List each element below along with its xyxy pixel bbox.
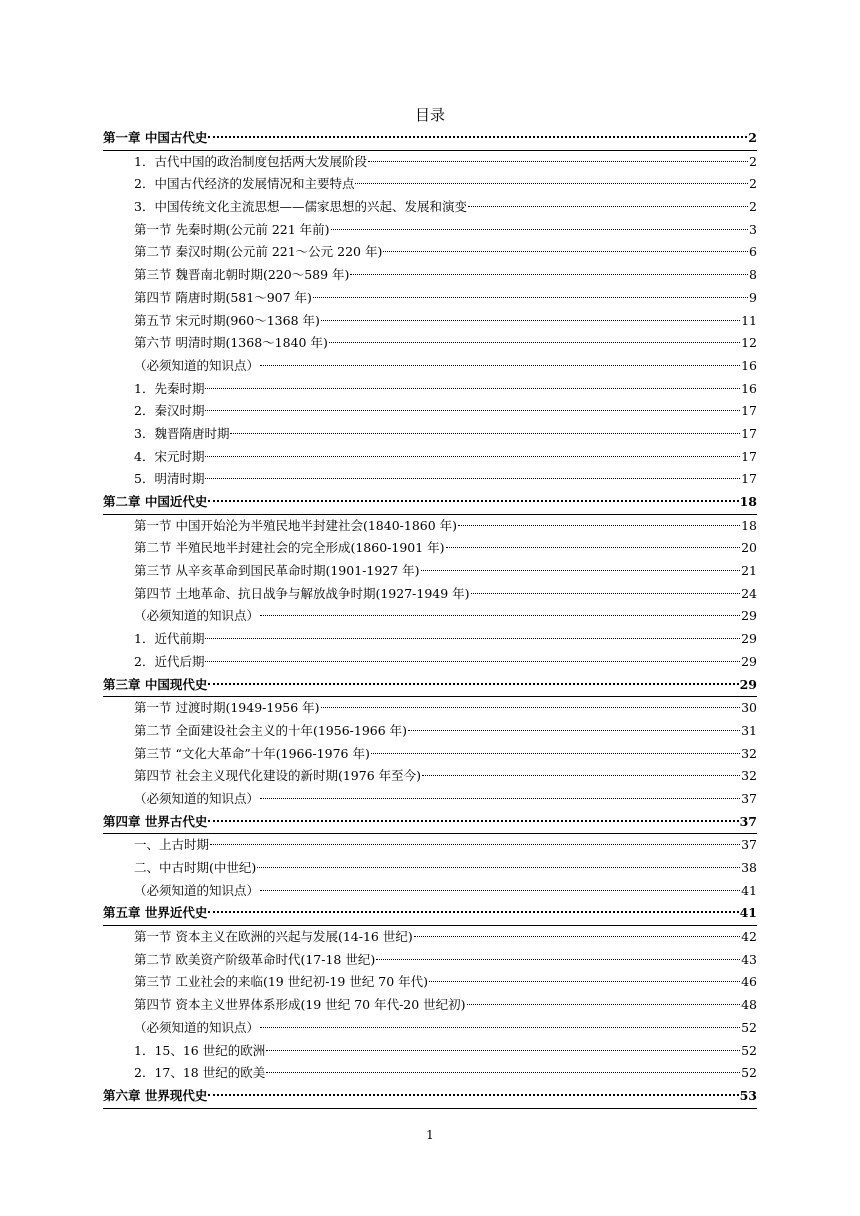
toc-section-entry[interactable] — [103, 151, 757, 174]
dot-leader — [208, 500, 738, 502]
dot-leader — [458, 525, 740, 526]
dot-leader — [205, 638, 740, 639]
toc-section-entry[interactable] — [103, 310, 757, 333]
toc-entry-page: 8 — [749, 267, 757, 283]
toc-entry-label: （必须知道的知识点） — [134, 357, 260, 373]
toc-entry-page: 37 — [741, 837, 757, 853]
toc-section-entry[interactable] — [103, 287, 757, 310]
dot-leader — [266, 1050, 740, 1051]
toc-entry-label: （必须知道的知识点） — [134, 790, 260, 806]
toc-entry-label: 第二节 秦汉时期(公元前 221～公元 220 年) — [134, 244, 383, 260]
toc-entry-label: 第一节 资本主义在欧洲的兴起与发展(14-16 世纪) — [134, 929, 413, 945]
toc-entry-page: 52 — [741, 1042, 757, 1058]
dot-leader — [205, 456, 740, 457]
toc-entry-page: 17 — [741, 448, 757, 464]
toc-entry-page: 6 — [749, 244, 757, 260]
toc-entry-page: 11 — [741, 312, 757, 328]
toc-title: 目录 — [414, 106, 445, 124]
dot-leader — [205, 478, 740, 479]
toc-section-entry[interactable] — [103, 880, 757, 903]
toc-section-entry[interactable] — [103, 926, 757, 949]
toc-entry-page: 9 — [749, 289, 757, 305]
toc-section-entry[interactable] — [103, 697, 757, 720]
dot-leader — [368, 161, 748, 162]
toc-section-entry[interactable] — [103, 446, 757, 469]
toc-entry-page: 17 — [741, 471, 757, 487]
toc-entry-page: 32 — [741, 768, 757, 784]
toc-entry-label: 第一节 过渡时期(1949-1956 年) — [134, 700, 320, 716]
toc-entry-page: 29 — [741, 608, 757, 624]
toc-section-entry[interactable] — [103, 651, 757, 674]
toc-entry-page: 29 — [739, 676, 757, 692]
toc-entry-label: 1．15、16 世纪的欧洲 — [134, 1042, 266, 1058]
toc-section-entry[interactable] — [103, 628, 757, 651]
toc-section-entry[interactable] — [103, 468, 757, 491]
toc-entry-label: 第五节 宋元时期(960～1368 年) — [134, 312, 320, 328]
toc-entry-page: 37 — [739, 813, 757, 829]
toc-section-entry[interactable] — [103, 857, 757, 880]
dot-leader — [376, 959, 740, 960]
toc-entry-label: 第四节 土地革命、抗日战争与解放战争时期(1927-1949 年) — [134, 585, 470, 601]
dot-leader — [205, 388, 740, 389]
toc-entry-label: 第四节 资本主义世界体系形成(19 世纪 70 年代-20 世纪初) — [134, 997, 466, 1013]
dot-leader — [414, 936, 740, 937]
dot-leader — [350, 274, 748, 275]
toc-entry-label: 1．近代前期 — [134, 631, 205, 647]
dot-leader — [266, 1072, 740, 1073]
table-of-contents — [103, 127, 757, 1109]
toc-section-entry[interactable] — [103, 1062, 757, 1085]
toc-entry-page: 30 — [741, 700, 757, 716]
dot-leader — [371, 753, 740, 754]
toc-entry-label: 1．古代中国的政治制度包括两大发展阶段 — [134, 153, 367, 169]
toc-section-entry[interactable] — [103, 400, 757, 423]
toc-entry-label: 第一章 中国古代史 — [103, 130, 208, 145]
toc-entry-page: 29 — [741, 653, 757, 669]
dot-leader — [313, 297, 748, 298]
dot-leader — [230, 433, 740, 434]
toc-section-entry[interactable] — [103, 196, 757, 219]
toc-entry-label: 第二节 半殖民地半封建社会的完全形成(1860-1901 年) — [134, 540, 445, 556]
toc-chapter-entry[interactable] — [103, 491, 757, 515]
toc-section-entry[interactable] — [103, 219, 757, 242]
toc-section-entry[interactable] — [103, 537, 757, 560]
toc-entry-label: 二、中古时期(中世纪) — [134, 860, 257, 875]
dot-leader — [208, 136, 747, 138]
toc-entry-page: 18 — [741, 517, 757, 533]
dot-leader — [467, 1004, 741, 1005]
toc-entry-page: 48 — [741, 997, 757, 1013]
toc-entry-label: 第一节 中国开始沦为半殖民地半封建社会(1840-1860 年) — [134, 517, 458, 533]
toc-entry-page: 12 — [741, 335, 757, 351]
toc-entry-label: 第四节 社会主义现代化建设的新时期(1976 年至今) — [134, 768, 422, 784]
toc-section-entry[interactable] — [103, 834, 757, 857]
dot-leader — [383, 251, 748, 252]
toc-entry-label: 2．中国古代经济的发展情况和主要特点 — [134, 176, 355, 192]
dot-leader — [471, 593, 741, 594]
toc-entry-label: 第六节 明清时期(1368～1840 年) — [134, 335, 328, 351]
toc-entry-label: 第三章 中国现代史 — [103, 676, 208, 692]
toc-entry-label: 4．宋元时期 — [134, 448, 205, 464]
toc-entry-label: 第四节 隋唐时期(581～907 年) — [134, 289, 312, 305]
toc-section-entry[interactable] — [103, 743, 757, 766]
dot-leader — [208, 1094, 738, 1096]
toc-entry-page: 53 — [739, 1087, 757, 1103]
toc-entry-label: 2．秦汉时期 — [134, 403, 205, 419]
toc-entry-label: 第二节 全面建设社会主义的十年(1956-1966 年) — [134, 722, 408, 738]
toc-entry-label: （必须知道的知识点） — [134, 608, 260, 624]
toc-section-entry[interactable] — [103, 264, 757, 287]
dot-leader — [208, 911, 738, 913]
toc-entry-page: 29 — [741, 631, 757, 647]
toc-entry-page: 52 — [741, 1065, 757, 1081]
toc-section-entry[interactable] — [103, 788, 757, 811]
toc-section-entry[interactable] — [103, 332, 757, 355]
toc-entry-label: 3．魏晋隋唐时期 — [134, 425, 230, 441]
dot-leader — [408, 730, 740, 731]
toc-chapter-entry[interactable] — [103, 1085, 757, 1109]
toc-section-entry[interactable] — [103, 583, 757, 606]
toc-entry-label: 5．明清时期 — [134, 471, 205, 487]
dot-leader — [429, 981, 740, 982]
dot-leader — [321, 707, 741, 708]
toc-entry-label: 第三节 工业社会的来临(19 世纪初-19 世纪 70 年代) — [134, 974, 429, 990]
toc-chapter-entry[interactable] — [103, 127, 757, 151]
toc-section-entry[interactable] — [103, 605, 757, 628]
toc-entry-label: 第一节 先秦时期(公元前 221 年前) — [134, 221, 330, 237]
dot-leader — [422, 775, 740, 776]
toc-entry-page: 2 — [748, 130, 757, 145]
toc-section-entry[interactable] — [103, 560, 757, 583]
toc-entry-page: 32 — [741, 745, 757, 761]
toc-section-entry[interactable] — [103, 173, 757, 196]
toc-entry-page: 20 — [741, 540, 757, 556]
dot-leader — [210, 844, 740, 845]
toc-entry-label: 第三节 从辛亥革命到国民革命时期(1901-1927 年) — [134, 563, 420, 579]
toc-section-entry[interactable] — [103, 378, 757, 401]
toc-entry-page: 3 — [749, 221, 757, 237]
toc-chapter-entry[interactable] — [103, 674, 757, 698]
toc-entry-page: 2 — [749, 199, 757, 215]
page-number: 1 — [426, 1128, 434, 1142]
dot-leader — [260, 1027, 740, 1028]
toc-entry-page: 2 — [749, 153, 757, 169]
toc-entry-label: 2．近代后期 — [134, 653, 205, 669]
toc-section-entry[interactable] — [103, 949, 757, 972]
dot-leader — [446, 547, 741, 548]
toc-chapter-entry[interactable] — [103, 811, 757, 835]
dot-leader — [208, 683, 738, 685]
dot-leader — [421, 570, 741, 571]
toc-entry-label: 第四章 世界古代史 — [103, 813, 208, 829]
toc-entry-label: 2．17、18 世纪的欧美 — [134, 1065, 266, 1081]
toc-entry-page: 38 — [741, 860, 757, 875]
toc-entry-page: 42 — [741, 929, 757, 945]
toc-entry-label: 第三节 “文化大革命”十年(1966-1976 年) — [134, 745, 370, 761]
toc-entry-label: （必须知道的知识点） — [134, 882, 260, 898]
toc-entry-page: 41 — [741, 882, 757, 898]
dot-leader — [260, 615, 740, 616]
dot-leader — [321, 320, 740, 321]
toc-entry-label: 第二章 中国近代史 — [103, 494, 208, 509]
toc-section-entry[interactable] — [103, 994, 757, 1017]
toc-entry-page: 17 — [741, 425, 757, 441]
dot-leader — [257, 867, 740, 868]
toc-entry-page: 2 — [749, 176, 757, 192]
toc-entry-label: 第五章 世界近代史 — [103, 905, 208, 921]
toc-section-entry[interactable] — [103, 720, 757, 743]
toc-entry-page: 24 — [741, 585, 757, 601]
toc-entry-label: 一、上古时期 — [134, 837, 210, 853]
toc-section-entry[interactable] — [103, 423, 757, 446]
dot-leader — [331, 229, 749, 230]
toc-section-entry[interactable] — [103, 355, 757, 378]
toc-entry-page: 46 — [741, 974, 757, 990]
dot-leader — [205, 410, 740, 411]
toc-entry-label: 第六章 世界现代史 — [103, 1087, 208, 1103]
toc-entry-page: 16 — [741, 357, 757, 373]
dot-leader — [260, 890, 740, 891]
toc-section-entry[interactable] — [103, 1040, 757, 1063]
toc-entry-page: 41 — [739, 905, 757, 921]
dot-leader — [208, 820, 738, 822]
toc-section-entry[interactable] — [103, 241, 757, 264]
toc-section-entry[interactable] — [103, 1017, 757, 1040]
toc-chapter-entry[interactable] — [103, 902, 757, 926]
toc-entry-label: 1．先秦时期 — [134, 380, 205, 396]
toc-entry-page: 17 — [741, 403, 757, 419]
dot-leader — [468, 206, 748, 207]
toc-section-entry[interactable] — [103, 515, 757, 538]
dot-leader — [260, 798, 740, 799]
toc-section-entry[interactable] — [103, 971, 757, 994]
toc-entry-page: 31 — [741, 722, 757, 738]
toc-entry-page: 16 — [741, 380, 757, 396]
toc-entry-label: 第三节 魏晋南北朝时期(220～589 年) — [134, 267, 350, 283]
dot-leader — [205, 661, 740, 662]
dot-leader — [329, 342, 740, 343]
toc-entry-page: 43 — [741, 951, 757, 967]
toc-entry-page: 37 — [741, 790, 757, 806]
dot-leader — [260, 365, 740, 366]
toc-entry-label: （必须知道的知识点） — [134, 1019, 260, 1035]
toc-entry-page: 21 — [741, 563, 757, 579]
toc-entry-page: 52 — [741, 1019, 757, 1035]
toc-entry-label: 第二节 欧美资产阶级革命时代(17-18 世纪) — [134, 951, 376, 967]
toc-entry-label: 3．中国传统文化主流思想——儒家思想的兴起、发展和演变 — [134, 199, 467, 215]
dot-leader — [355, 183, 748, 184]
toc-section-entry[interactable] — [103, 765, 757, 788]
toc-entry-page: 18 — [739, 494, 757, 509]
